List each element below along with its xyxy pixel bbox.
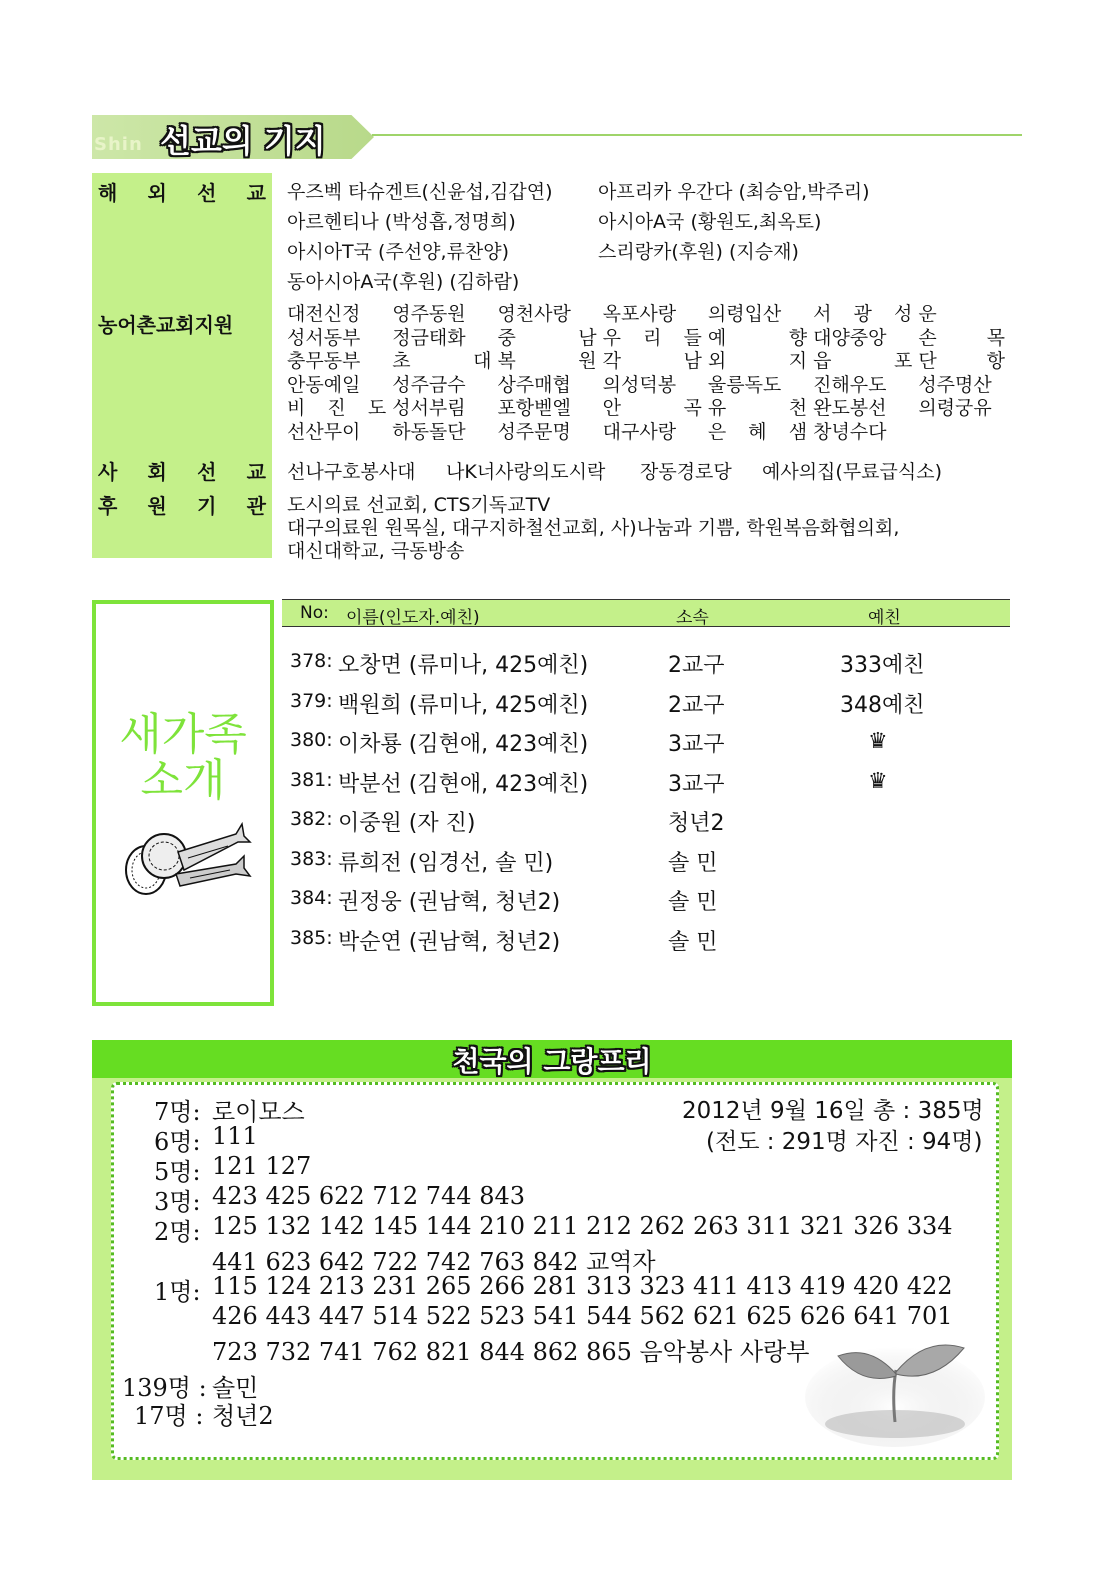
- newfamily-table-header: [282, 599, 1010, 627]
- newfamily-name: 박순연 (권남혁, 청년2): [338, 929, 561, 955]
- rural-church: 운: [918, 303, 937, 325]
- support-label: [98, 490, 266, 519]
- rural-church: 중 남: [497, 326, 597, 349]
- grandprix-footer-text: 청년2: [212, 1402, 274, 1430]
- rural-church: 예 향: [707, 326, 808, 349]
- newfamily-affil: 2교구: [668, 692, 725, 718]
- grandprix-count-list: 441 623 642 722 742 763 842 교역자: [212, 1248, 656, 1276]
- rural-church: 성주금수: [392, 373, 466, 396]
- newfamily-no: 380:: [290, 729, 333, 751]
- newfamily-affil: 솔 민: [668, 890, 718, 915]
- label-char: 회: [147, 460, 167, 484]
- grandprix-count-label: 7명:: [154, 1098, 201, 1126]
- label-char: 외: [147, 181, 167, 205]
- bread-fish-illustration: [118, 812, 252, 898]
- newfamily-name: 박분선 (김현애, 423예친): [338, 771, 589, 797]
- grandprix-footer-label: 17명 :: [134, 1402, 204, 1430]
- social-item: 선나구호봉사대: [287, 461, 416, 483]
- rural-row: [287, 350, 1005, 374]
- newfamily-affil: 솔 민: [668, 929, 718, 955]
- grandprix-title: 천국의 그랑프리: [452, 1045, 652, 1078]
- crown-icon: ♛: [868, 729, 888, 754]
- grandprix-count-list: 115 124 213 231 265 266 281 313 323 411 413 419 420 422: [212, 1272, 953, 1300]
- grandprix-count-list: 423 425 622 712 744 843: [212, 1182, 525, 1210]
- rural-church: 완도봉선: [813, 397, 887, 419]
- rural-church: 손 목: [918, 326, 1005, 349]
- rural-church: 대양중앙: [813, 326, 887, 349]
- title-rule: [372, 134, 1022, 136]
- rural-church: 의령궁유: [918, 397, 992, 419]
- label-char: 후: [98, 494, 118, 518]
- overseas-item: 우즈벡 타슈겐트(신윤섭,김갑연): [287, 181, 553, 203]
- grandprix-date-total: 2012년 9월 16일 총 : 385명: [682, 1098, 984, 1124]
- newfamily-name: 백원희 (류미나, 425예친): [338, 692, 589, 718]
- rural-church: 성주명산: [918, 373, 992, 396]
- newfamily-no: 383:: [290, 847, 333, 870]
- newfamily-affil: 3교구: [668, 732, 725, 757]
- rural-church: 비 진 도: [287, 397, 387, 419]
- label-char: 선: [197, 181, 217, 205]
- newfamily-group: 333예친: [840, 653, 925, 678]
- rural-church: 영주동원: [392, 303, 466, 325]
- rural-row: [287, 327, 1005, 351]
- label-char: 교: [246, 181, 266, 205]
- rural-church: 상주매협: [497, 373, 571, 396]
- grandprix-count-label: 3명:: [154, 1188, 201, 1216]
- overseas-label: [98, 177, 266, 206]
- rural-church: 성서부림: [392, 397, 466, 419]
- header-name: 이름(인도자.예친): [346, 608, 480, 628]
- overseas-item: 아시아T국 (주선양,류찬양): [287, 241, 510, 263]
- header-no: No:: [300, 603, 329, 623]
- newfamily-title-line1: 새가족: [119, 709, 247, 760]
- overseas-item: 아프리카 우간다 (최승암,박주리): [598, 181, 870, 203]
- grandprix-breakdown: (전도 : 291명 자진 : 94명): [706, 1129, 983, 1155]
- rural-church: 의령입산: [707, 303, 782, 325]
- newfamily-no: 381:: [290, 768, 333, 791]
- rural-church: 영천사랑: [497, 303, 571, 325]
- rural-church: 서 광 성: [813, 303, 913, 325]
- rural-label: 농어촌교회지원: [98, 313, 234, 337]
- rural-church: 안 곡: [602, 397, 702, 419]
- newfamily-name: 이차룡 (김현애, 423예친): [338, 732, 589, 757]
- overseas-item: 동아시아A국(후원) (김하람): [287, 271, 520, 293]
- rural-church: 대전신정: [287, 303, 361, 325]
- rural-church: 은 혜 샘: [707, 420, 808, 443]
- newfamily-no: 379:: [290, 689, 333, 712]
- newfamily-title: [96, 709, 270, 806]
- rural-church: 각 남: [602, 350, 702, 372]
- rural-church: 울릉독도: [707, 373, 782, 396]
- grandprix-footer-label: 139명 :: [122, 1374, 207, 1402]
- rural-church: 성서동부: [287, 326, 361, 349]
- social-label: [98, 456, 266, 485]
- newfamily-no: 385:: [290, 926, 333, 949]
- label-char: 해: [98, 181, 118, 205]
- label-char: 원: [147, 494, 167, 518]
- newfamily-name: 류희전 (임경선, 솔 민): [338, 850, 554, 876]
- rural-row: [287, 397, 1005, 421]
- crown-icon: ♛: [868, 768, 888, 794]
- rural-church: 의성덕봉: [602, 373, 677, 396]
- rural-church: 창녕수다: [813, 420, 887, 443]
- rural-church: 진해우도: [813, 373, 887, 396]
- newfamily-name: 이중원 (자 진): [338, 811, 476, 836]
- rural-church: 안동예일: [287, 373, 361, 396]
- newfamily-title-line2: 소개: [140, 755, 226, 806]
- header-affil: 소속: [676, 608, 709, 628]
- overseas-item: 아르헨티나 (박성흡,정명희): [287, 211, 516, 233]
- grandprix-count-list: 426 443 447 514 522 523 541 544 562 621 625 626 641 701: [212, 1302, 953, 1330]
- overseas-item: 아시아A국 (황원도,최옥토): [598, 211, 822, 233]
- rural-church: 외 지: [707, 350, 808, 372]
- support-line: 도시의료 선교회, CTS기독교TV: [287, 494, 551, 516]
- rural-church: 성주문명: [497, 420, 571, 443]
- rural-church: 포항벧엘: [497, 397, 571, 419]
- rural-church: [918, 421, 1005, 445]
- grandprix-count-label: 6명:: [154, 1128, 201, 1156]
- newfamily-no: 378:: [290, 650, 333, 672]
- label-char: 관: [246, 494, 266, 518]
- newfamily-affil: 3교구: [668, 771, 725, 797]
- social-item: 나K너사랑의도시락: [446, 461, 606, 483]
- mission-title: 선교의 기지: [160, 122, 326, 160]
- newfamily-group: 348예친: [840, 692, 925, 718]
- rural-church: 정금태화: [392, 326, 466, 349]
- header-group: 예친: [868, 608, 901, 628]
- rural-church: 옥포사랑: [602, 303, 677, 325]
- grandprix-count-label: 5명:: [154, 1158, 201, 1186]
- sprout-illustration: [800, 1312, 990, 1447]
- newfamily-affil: 청년2: [668, 811, 725, 836]
- rural-row: [287, 374, 1005, 398]
- label-char: 교: [246, 460, 266, 484]
- overseas-item: 스리랑카(후원) (지승재): [598, 241, 799, 263]
- rural-row: [287, 303, 1005, 327]
- label-char: 기: [197, 494, 217, 518]
- grandprix-count-label: 1명:: [154, 1278, 201, 1306]
- rural-church: 선산무이: [287, 420, 361, 443]
- social-item: 예사의집(무료급식소): [762, 461, 943, 483]
- support-line: 대신대학교, 극동방송: [287, 540, 465, 562]
- rural-church: 읍 포: [813, 350, 913, 372]
- grandprix-count-list: 121 127: [212, 1152, 312, 1180]
- title-decoration: Shin: [94, 134, 143, 155]
- newfamily-no: 382:: [290, 808, 333, 830]
- rural-church: 충무동부: [287, 350, 361, 372]
- grandprix-count-label: 2명:: [154, 1218, 201, 1246]
- social-item: 장동경로당: [640, 461, 732, 483]
- newfamily-affil: 2교구: [668, 653, 725, 678]
- rural-church: 하동돌단: [392, 420, 466, 443]
- rural-church: 우 리 들: [602, 326, 702, 349]
- newfamily-name: 오창면 (류미나, 425예친): [338, 653, 589, 678]
- newfamily-affil: 솔 민: [668, 850, 718, 876]
- grandprix-count-list: 111: [212, 1122, 258, 1150]
- newfamily-name: 권정웅 (권남혁, 청년2): [338, 890, 561, 915]
- rural-church: 초 대: [392, 350, 492, 372]
- newfamily-no: 384:: [290, 887, 333, 909]
- grandprix-count-list: 723 732 741 762 821 844 862 865 음악봉사 사랑부: [212, 1338, 810, 1366]
- label-char: 선: [197, 460, 217, 484]
- rural-church: 단 항: [918, 350, 1005, 372]
- grandprix-count-list: 로이모스: [212, 1098, 305, 1126]
- label-char: 사: [98, 460, 118, 484]
- rural-row: [287, 421, 1005, 445]
- grandprix-footer-text: 솔민: [212, 1374, 259, 1402]
- grandprix-count-list: 125 132 142 145 144 210 211 212 262 263 311 321 326 334: [212, 1212, 953, 1240]
- rural-church-grid: [287, 303, 1005, 444]
- rural-church: 복 원: [497, 350, 597, 372]
- rural-church: 대구사랑: [602, 420, 677, 443]
- support-line: 대구의료원 원목실, 대구지하철선교회, 사)나눔과 기쁨, 학원복음화협의회,: [287, 517, 900, 539]
- rural-church: 유 천: [707, 397, 808, 419]
